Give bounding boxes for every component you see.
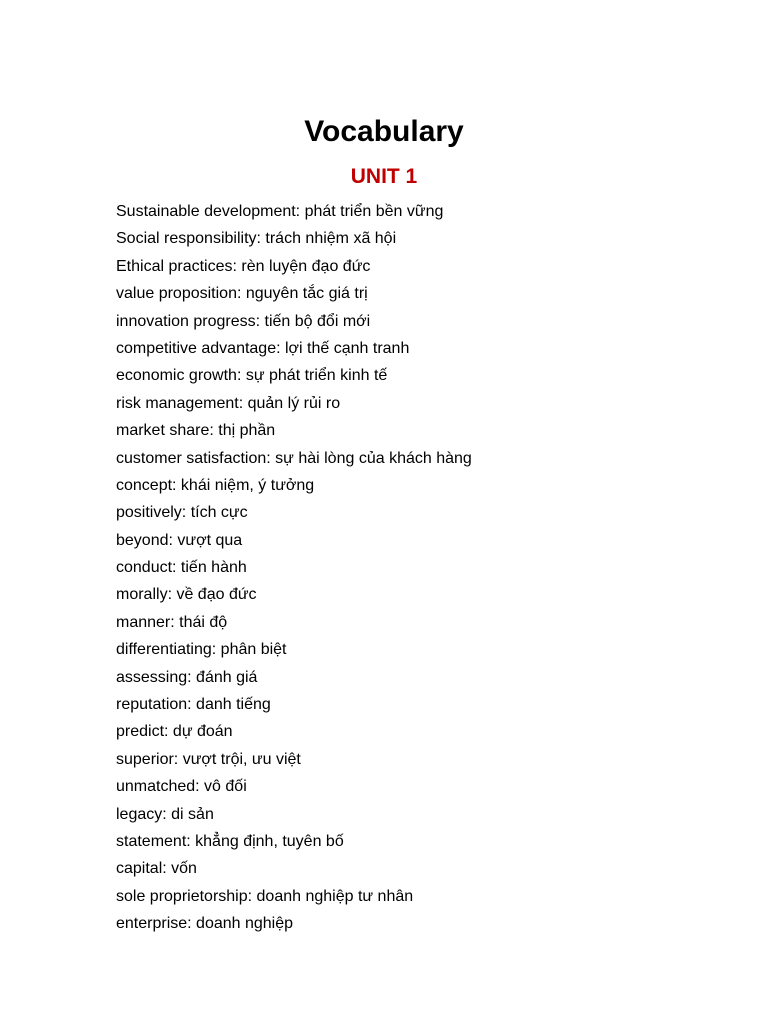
vocabulary-entry: differentiating: phân biệt bbox=[116, 641, 287, 659]
vocabulary-entry: market share: thị phần bbox=[116, 422, 276, 440]
unit-heading: UNIT 1 bbox=[350, 165, 418, 188]
vocabulary-entry: conduct: tiến hành bbox=[116, 559, 247, 577]
vocabulary-entry: customer satisfaction: sự hài lòng của khách hàng bbox=[116, 449, 472, 467]
vocabulary-entry: reputation: danh tiếng bbox=[116, 696, 271, 714]
vocabulary-entry: value proposition: nguyên tắc giá trị bbox=[116, 285, 368, 303]
vocabulary-entry: enterprise: doanh nghiệp bbox=[116, 915, 294, 933]
vocabulary-entry: Social responsibility: trách nhiệm xã hội bbox=[116, 230, 397, 248]
vocabulary-entry: capital: vốn bbox=[116, 860, 197, 878]
vocabulary-entry: assessing: đánh giá bbox=[116, 668, 258, 686]
vocabulary-entry: manner: thái độ bbox=[116, 613, 228, 631]
vocabulary-entry: morally: về đạo đức bbox=[116, 586, 257, 604]
vocabulary-entry: superior: vượt trội, ưu việt bbox=[116, 750, 301, 768]
vocabulary-entry: risk management: quản lý rủi ro bbox=[116, 394, 341, 412]
vocabulary-entry: economic growth: sự phát triển kinh tế bbox=[116, 367, 388, 385]
vocabulary-entry: competitive advantage: lợi thế cạnh tranh bbox=[116, 339, 410, 357]
vocabulary-entry: statement: khẳng định, tuyên bố bbox=[116, 832, 344, 850]
vocabulary-entry: concept: khái niệm, ý tưởng bbox=[116, 476, 315, 494]
vocabulary-entry: beyond: vượt qua bbox=[116, 531, 243, 549]
vocabulary-entry: positively: tích cực bbox=[116, 504, 248, 522]
vocabulary-entry: legacy: di sản bbox=[116, 805, 214, 823]
vocabulary-entry: Sustainable development: phát triển bền vững bbox=[116, 203, 444, 220]
document-title: Vocabulary bbox=[304, 115, 464, 148]
vocabulary-entry: innovation progress: tiến bộ đổi mới bbox=[116, 312, 371, 330]
vocabulary-entry: predict: dự đoán bbox=[116, 723, 233, 741]
vocabulary-entry: sole proprietorship: doanh nghiệp tư nhân bbox=[116, 887, 414, 905]
vocabulary-list bbox=[116, 198, 736, 938]
vocabulary-entry: unmatched: vô đối bbox=[116, 778, 247, 796]
vocabulary-entry: Ethical practices: rèn luyện đạo đức bbox=[116, 257, 371, 275]
